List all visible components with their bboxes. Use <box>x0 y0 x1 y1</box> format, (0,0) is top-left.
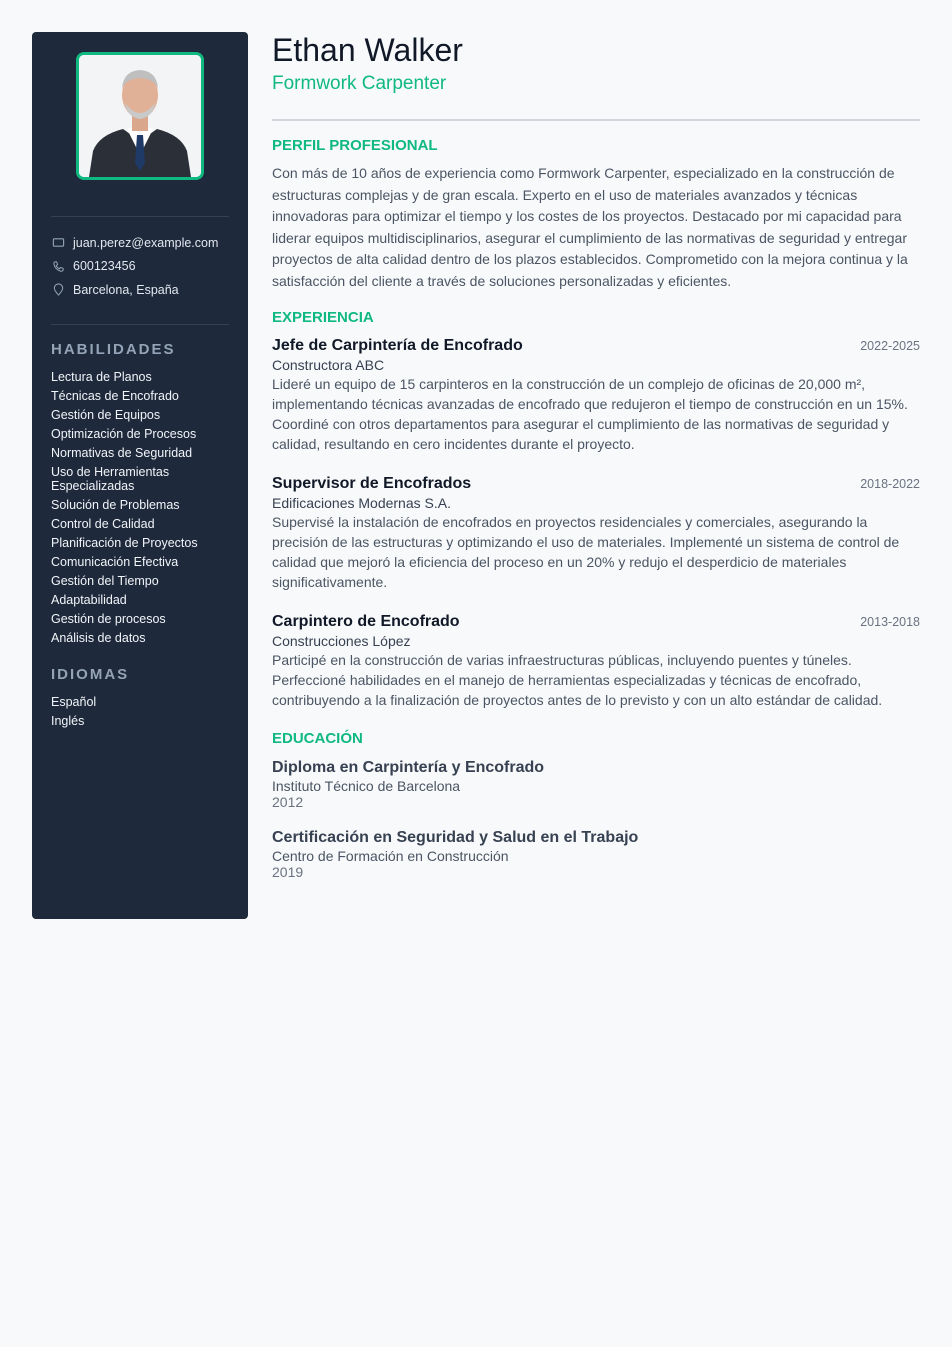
language-item: Español <box>51 694 97 709</box>
skill-item: Técnicas de Encofrado <box>51 388 179 403</box>
job-header <box>272 336 920 356</box>
phone-icon <box>51 259 65 273</box>
contact-location <box>51 278 229 302</box>
job-title: Supervisor de Encofrados <box>272 474 472 492</box>
sidebar-divider <box>51 324 229 325</box>
job-title-headline: Formwork Carpenter <box>272 73 447 94</box>
skill-item: Adaptabilidad <box>51 592 127 607</box>
skill-item: Control de Calidad <box>51 516 155 531</box>
job-description: Lideré un equipo de 15 carpinteros en la construcción de un complejo de oficinas de 20,000 m², implementando técnicas avanzadas de encofrado que redujeron el tiempo de construcción en un 15%. Coordiné con otros departamentos para asegurar el cumplimiento de las normativas de seguridad y calidad, resultando en cero incidentes durante el proyecto. <box>272 375 908 452</box>
skill-item: Lectura de Planos <box>51 369 152 384</box>
languages-list <box>51 695 229 728</box>
location-text: Barcelona, España <box>73 282 179 297</box>
language-item: Inglés <box>51 713 85 728</box>
skill-item: Normativas de Seguridad <box>51 445 193 460</box>
education-list <box>272 758 920 880</box>
job-entry <box>272 612 920 710</box>
candidate-name: Ethan Walker <box>272 32 463 68</box>
skills-heading: HABILIDADES <box>51 340 176 358</box>
job-entry <box>272 336 920 454</box>
main-content <box>272 32 920 898</box>
education-title: Diploma en Carpintería y Encofrado <box>272 758 545 776</box>
job-title: Jefe de Carpintería de Encofrado <box>272 336 523 354</box>
portrait-image <box>79 55 201 177</box>
skill-item: Gestión de Equipos <box>51 407 161 422</box>
mail-icon <box>51 236 65 250</box>
job-header <box>272 474 920 494</box>
header-divider <box>272 119 920 121</box>
location-pin-icon <box>51 283 65 297</box>
skill-item: Análisis de datos <box>51 630 146 645</box>
experience-heading: EXPERIENCIA <box>272 308 374 326</box>
education-institution: Instituto Técnico de Barcelona <box>272 777 461 794</box>
skills-list <box>51 370 229 645</box>
skill-item: Uso de Herramientas Especializadas <box>51 464 170 493</box>
job-description: Participé en la construcción de varias infraestructuras públicas, incluyendo puentes y túneles. Perfeccioné habilidades en el manejo de herramientas especializadas y técnicas de encofrado, contribuyendo a la finalización de proyectos antes de lo previsto y con un alto estándar de calidad. <box>272 651 883 708</box>
email-text: juan.perez@example.com <box>73 235 219 250</box>
skill-item: Comunicación Efectiva <box>51 554 179 569</box>
education-heading: EDUCACIÓN <box>272 729 363 747</box>
job-entry <box>272 474 920 592</box>
education-year: 2012 <box>272 793 304 810</box>
experience-list <box>272 336 920 710</box>
skill-item: Planificación de Proyectos <box>51 535 198 550</box>
sidebar <box>32 32 248 919</box>
education-title: Certificación en Seguridad y Salud en el Trabajo <box>272 828 639 846</box>
job-dates: 2018-2022 <box>860 476 920 491</box>
contact-phone[interactable] <box>51 255 229 279</box>
education-year: 2019 <box>272 863 304 880</box>
sidebar-divider <box>51 216 229 217</box>
profile-photo <box>76 52 204 180</box>
job-dates: 2013-2018 <box>860 614 920 629</box>
job-company: Construcciones López <box>272 632 411 649</box>
skill-item: Gestión del Tiempo <box>51 573 159 588</box>
education-entry <box>272 828 920 880</box>
phone-text: 600123456 <box>73 259 136 274</box>
job-dates: 2022-2025 <box>860 338 920 353</box>
job-company: Edificaciones Modernas S.A. <box>272 494 451 511</box>
profile-heading: PERFIL PROFESIONAL <box>272 137 438 154</box>
skill-item: Solución de Problemas <box>51 497 180 512</box>
profile-text: Con más de 10 años de experiencia como Formwork Carpenter, especializado en la construcción de estructuras complejas y de gran escala. Experto en el uso de materiales avanzados y técnicas innovadoras para optimizar el tiempo y los costes de los proyectos. Destacado por mi capacidad para liderar equipos multidisciplinarios, asegurar el cumplimiento de las normativas de seguridad y entregar proyectos de alta calidad dentro de los plazos establecidos. Comprometido con la mejora continua y la satisfacción del cliente a través de soluciones personalizadas y eficientes. <box>272 165 908 289</box>
education-entry <box>272 758 920 810</box>
contact-email[interactable] <box>51 231 229 255</box>
job-title: Carpintero de Encofrado <box>272 612 460 630</box>
job-description: Supervisé la instalación de encofrados en proyectos residenciales y comerciales, asegurando la precisión de las estructuras y optimizando el uso de materiales. Implementé un sistema de control de calidad que mejoró la eficiencia del proceso en un 20% y redujo el desperdicio de materiales significativamente. <box>272 513 900 590</box>
job-company: Constructora ABC <box>272 356 385 373</box>
education-institution: Centro de Formación en Construcción <box>272 847 509 864</box>
skill-item: Gestión de procesos <box>51 611 166 626</box>
skill-item: Optimización de Procesos <box>51 426 197 441</box>
job-header <box>272 612 920 632</box>
languages-heading: IDIOMAS <box>51 665 130 683</box>
